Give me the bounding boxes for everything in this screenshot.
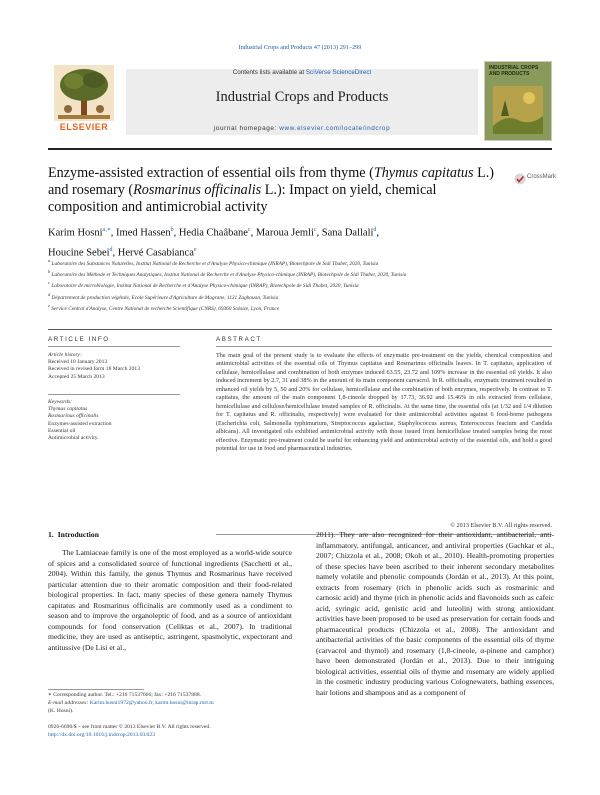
affiliation	[48, 291, 508, 302]
author-name[interactable]: Imed Hassen	[116, 227, 171, 239]
affiliation-mark: b	[48, 269, 51, 275]
introduction-left-column: The Lamiaceae family is one of the most employed as a world-wide source of spices and a consolidated source of functional ingredients (Sacchetti et al., 2004). Within this family, the genus Thymus and Rosmarinus have received particular attention due to their aromatic composition and their food-related biological properties. In fact, many species of these genera namely Thymus capitatus and Rosmarinus officinalis are commonly used as a condiment to season and to improve the organoleptic of food, and as a source of antioxidant compounds for food conservation (Celiktas et al., 2007). In traditional medicine, they are used as antiseptic, astringent, spasmolytic, expectorant and antitussive (De Lisi et al.,	[48, 548, 292, 652]
email-links[interactable]: Karim.hosni1972@yahoo.fr, karim.hosni@inrap.rnrt.tn	[89, 700, 214, 706]
issn-line: 0926-6690/$ – see front matter © 2013 Elsevier B.V. All rights reserved.	[48, 724, 211, 730]
history-revised: Received in revised form 18 March 2013	[48, 366, 140, 373]
author-name[interactable]: Hedia Chaâbane	[178, 227, 248, 239]
elsevier-wordmark: ELSEVIER	[59, 122, 109, 132]
affiliation-text: Laboratoire des Substances Naturelles, Institut National de Recherche et d'Analyse Physico-chimique (INRAP), Biotechpole de Sidi Thabet, 2020, Tunisia	[51, 260, 379, 267]
title-part-2: L.) and rosemary (	[48, 165, 495, 198]
author-name[interactable]: Karim Hosni	[48, 227, 103, 239]
affiliation-mark: e	[48, 302, 50, 308]
journal-homepage-line	[126, 125, 478, 132]
abstract-heading: ABSTRACT	[216, 336, 262, 343]
section-number: 1.	[48, 530, 54, 539]
author-name[interactable]: Houcine Sebei	[48, 247, 110, 258]
email-owner: (K. Hosni).	[48, 708, 74, 714]
article-info-heading: ARTICLE INFO	[48, 336, 110, 343]
abstract-copyright: © 2013 Elsevier B.V. All rights reserved.	[450, 522, 552, 529]
affiliation-text: Laboratoire de microbiologie, Institut National de Recherche et d'Analyse Physico-chimique (INRAP), Biotechpole de Sidi Thabet, 2020, Tunisia	[51, 283, 359, 290]
history-accepted: Accepted 25 March 2013	[48, 373, 105, 380]
affiliation-mark: d	[48, 291, 51, 297]
email-note	[48, 699, 292, 707]
keyword: Antimicrobial activity.	[48, 435, 99, 442]
article-title	[48, 165, 508, 216]
introduction-right-column: 2011). They are also recognized for their antioxidant, antibacterial, anti-inflammatory, antifungal, anticancer, and antiviral properties (Gachkar et al., 2007; Chizzola et al., 2008; Okoh et al., 2010). Health-promoting properties of these species have been ascribed to their inherent secondary metabolites namely volatile and phenolic compounds (Jordán et al., 2013). At this point, extracts from rosemary (rich in phenolic acids such as rosmarinic and carnosic acid) and thyme (rich in phenolic acids and flavonoids such as cafeic acid, syringic acid, genistic acid and luteolin) with strong antioxidant activities have been proposed to be used as preservation for certain foods and pharmaceutical products (Chizzola et al., 2008). The antioxidant and antibacterial activities of the basic components of the essential oils of thyme (carvacrol and thymol) and rosemary (1,8-cineole, α-pinene and camphor) have been demonstrated (Jordán et al., 2013). Due to their intriguing biological activities, essential oils of thyme and rosemary are widely applied in the cosmetic industry producing various Colognewaters, bathing essences, hair lotions and shampoos and as a component of	[316, 530, 554, 697]
journal-homepage-link[interactable]: www.elsevier.com/locate/indcrop	[279, 125, 391, 132]
doi-link[interactable]: http://dx.doi.org/10.1016/j.indcrop.2013.03.023	[48, 732, 155, 738]
author-name[interactable]: Maroua Jemli	[255, 227, 314, 239]
article-history	[48, 352, 180, 381]
affiliation	[48, 302, 508, 313]
masthead-divider	[48, 148, 552, 150]
article-info-rule	[48, 346, 180, 347]
author-list: Karim Hosni$^{a,∗}$, Imed Hassen$^b$, Hedia Chaâbane$^c$, Maroua Jemli$^c$, Sana Dallali$^d$, Houcine Sebei$^d$, Hervé Casabianca$^e$	[48, 227, 380, 258]
elsevier-logo[interactable]	[48, 61, 120, 143]
affiliation-text: Laboratoire des Méthode et Techniques Analytiques, Institut National de Recherche et d'Analyse Physico-chimique (INRAP), Biotechpole de Sidi Thabet, 2020, Tunisia	[51, 271, 407, 278]
affiliation-text: Département de production végétale, Ecole Supérieure d'Agriculture de Mograne, 1121 Zaghouan, Tunisia	[51, 294, 279, 301]
journal-title-box	[126, 69, 478, 135]
cover-illustration-icon	[493, 86, 543, 134]
keyword-list	[48, 399, 180, 442]
author-affiliation-mark: b	[170, 227, 174, 233]
abstract-rule	[216, 346, 552, 347]
article-identifiers	[48, 723, 348, 739]
contents-available-line	[126, 69, 478, 76]
corresponding-author-note: ∗ Corresponding author. Tel.: +216 71537666; fax: +216 71537888.	[48, 692, 202, 698]
title-species-1: Thymus capitatus	[373, 165, 474, 181]
affiliation-list	[48, 257, 508, 313]
introduction-heading	[48, 530, 99, 539]
author-name[interactable]: Sana Dallali	[321, 227, 374, 239]
journal-masthead	[48, 61, 552, 143]
footnote-rule	[48, 689, 144, 690]
affiliation	[48, 268, 508, 279]
keyword: Thymus capitatus	[48, 406, 88, 413]
history-label: Article history:	[48, 352, 83, 358]
abstract-text: The main goal of the present study is to evaluate the effects of enzymatic pre-treatment on the yields, chemical composition and antimicrobial activities of the essential oils of Thymus capitatus and Rosmarinus officinalis leaves. In T. capitatus, application of cellulase, hemicellulase and combination of both enzymes induced 63.55, 23.72 and 109% increase in the essential oil yields. It also induced increment by 2.7, 31 and 38% in the amount of its main component carvacrol. In R. officinalis, enzymatic treatment resulted in enhanced oil yields by 5, 50 and 20% for cellulase, hemicellulase and the combination of both enzymes, respectively. In contrast to T. capitatus, the amount of the main component 1,8-cineole dropped by 17.73, 36.92 and 15.46% in oils extracted from cellulase, hemicellulase and cellulose/hemicellulase treated samples of R. officinalis. At the same time, the essential oils (at 1/32 and 1/4 dilution for T. capitatus and R. officinalis, respectively) were evaluated for their antimicrobial activities against 6 food-borne pathogens (Escherichia coli, Salmonella typhimurium, Streptococcus agalactiae, Staphylococcus aureus, Enterococcus feacium and Candida albicans). All investigated oils exhibited antimicrobial activity with those issued from hemicellulase treated samples being the most effective. Enzymatic pre-treatment could be useful for enhancing yield and antimicrobial activity of the essential oils, and hold a good potential for use in food and pharmaceutical industries.	[216, 352, 552, 452]
title-part-1: Enzyme-assisted extraction of essential oils from thyme (	[48, 165, 374, 181]
author-affiliation-mark: c	[313, 227, 317, 233]
author-affiliation-mark: d	[373, 227, 377, 233]
keyword: Enzymes-assisted extraction	[48, 420, 112, 427]
author-affiliation-mark: d	[109, 246, 113, 253]
affiliation	[48, 279, 508, 290]
author-affiliation-mark: e	[193, 246, 197, 253]
front-matter-divider	[48, 329, 552, 330]
email-label: E-mail addresses:	[48, 700, 90, 706]
title-species-2: Rosmarinus officinalis	[133, 182, 262, 198]
crossmark-label: CrossMark	[527, 174, 557, 180]
keyword: Essential oil	[48, 427, 76, 434]
journal-title: Industrial Crops and Products	[215, 89, 389, 105]
keywords-label: Keywords:	[48, 399, 73, 405]
author-affiliation-mark: a,∗	[102, 227, 111, 233]
sciencedirect-link[interactable]: SciVerse ScienceDirect	[305, 69, 372, 76]
crossmark-icon	[514, 173, 526, 185]
contents-prefix: Contents lists available at	[232, 69, 306, 76]
keywords-rule	[48, 394, 180, 395]
section-title: Introduction	[57, 530, 99, 539]
footnotes	[48, 691, 292, 715]
title-part-3: L.): Impact on yield, chemical composition and antimicrobial activity	[48, 182, 437, 215]
history-received: Received 10 January 2013	[48, 359, 108, 366]
running-head[interactable]: Industrial Crops and Products 47 (2013) 291–299	[238, 44, 362, 51]
crossmark-badge[interactable]	[514, 172, 557, 186]
homepage-prefix: journal homepage:	[213, 125, 280, 132]
journal-cover-thumbnail[interactable]	[484, 61, 552, 141]
cover-title: INDUSTRIAL CROPS AND PRODUCTS	[489, 65, 539, 77]
affiliation-mark: a	[48, 258, 51, 263]
affiliation-text: Service Central d'Analyse, Centre National de recherche Scientifique (CNRS), 69360 Solaize, Lyon, France	[51, 305, 280, 312]
elsevier-tree-icon	[54, 65, 114, 121]
author-affiliation-mark: c	[247, 227, 251, 233]
keyword: Rosmarinus officinalis	[48, 413, 99, 420]
author-name[interactable]: Hervé Casabianca	[117, 247, 194, 258]
affiliation-mark: c	[48, 280, 50, 286]
affiliation	[48, 257, 508, 268]
